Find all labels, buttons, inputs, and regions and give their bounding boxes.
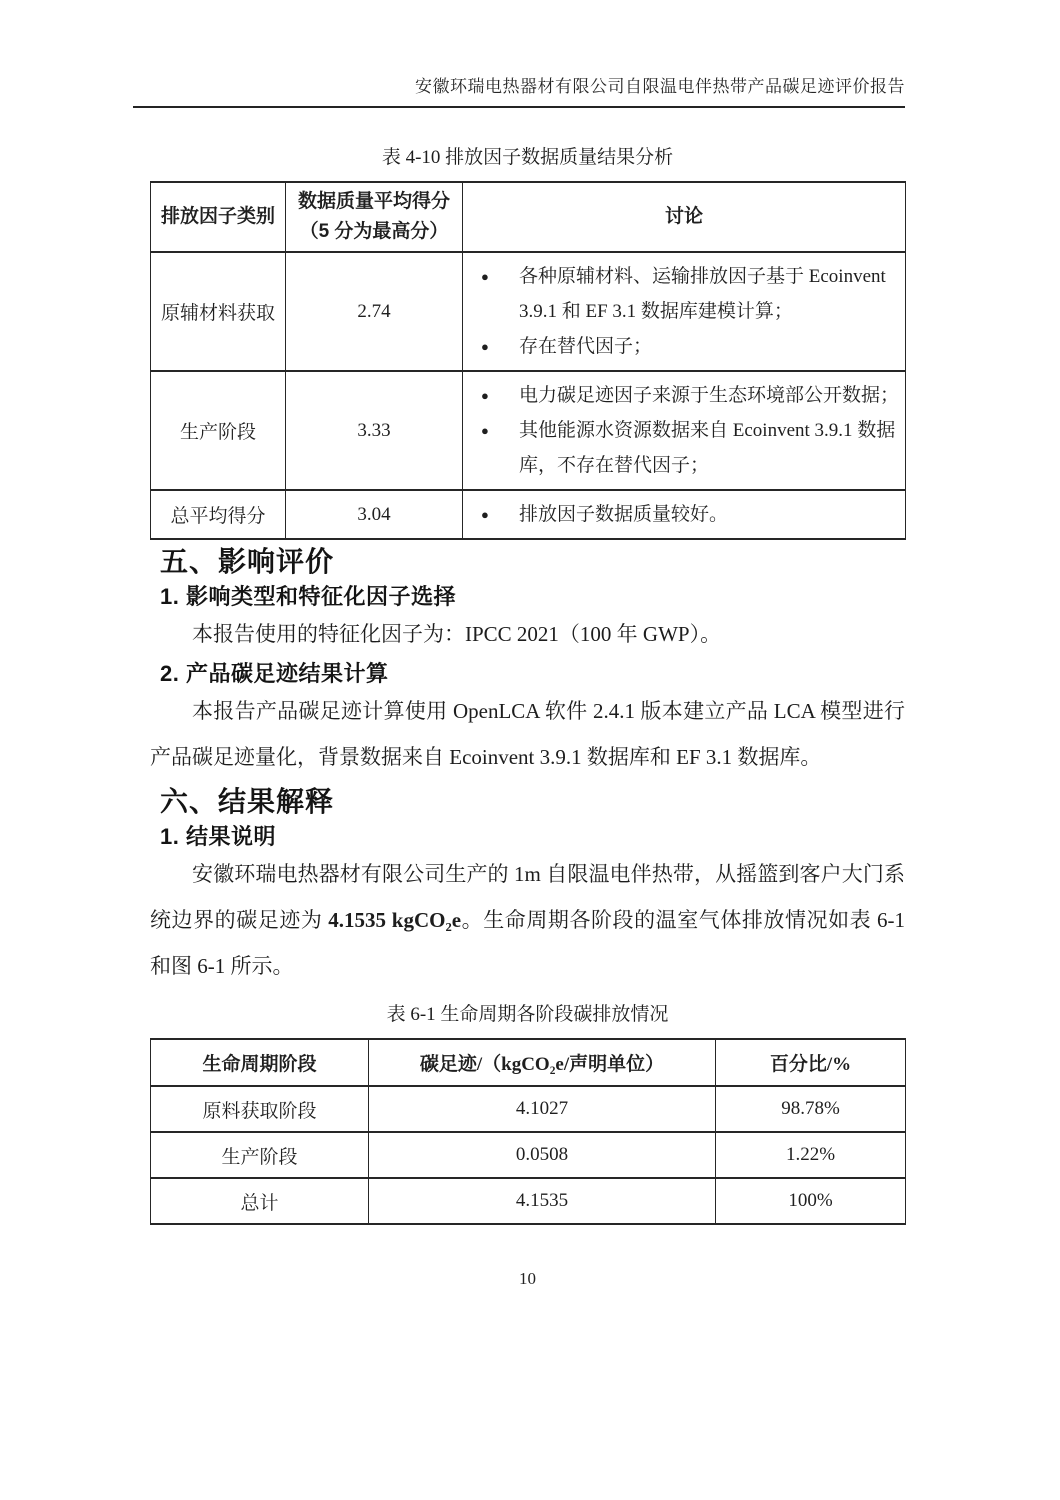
section-6-1-heading: 1. 结果说明 — [160, 824, 276, 849]
bullet-item: ● 各种原辅材料、运输排放因子基于 Ecoinvent 3.9.1 和 EF 3.1 数据库建模计算； — [467, 259, 901, 329]
bullet-item: ● 排放因子数据质量较好。 — [467, 497, 901, 532]
table-row — [151, 1086, 906, 1132]
bullet-list — [467, 257, 901, 366]
discussion-cell — [463, 252, 906, 371]
table-header-row — [151, 182, 906, 252]
section-5-2-paragraph: 本报告产品碳足迹计算使用 OpenLCA 软件 2.4.1 版本建立产品 LCA 模型进行产品碳足迹量化，背景数据来自 Ecoinvent 3.9.1 数据库和 EF 3.1 数据库。 — [150, 699, 905, 769]
table-row — [151, 371, 906, 490]
table-row — [151, 490, 906, 539]
column-header-discussion: 讨论 — [463, 182, 906, 252]
footprint-cell: 4.1027 — [369, 1086, 716, 1132]
stage-cell: 总计 — [151, 1178, 369, 1224]
bullet-item: ● 电力碳足迹因子来源于生态环境部公开数据； — [467, 378, 901, 413]
score-cell: 2.74 — [286, 252, 463, 371]
column-header-score: 数据质量平均得分 （5 分为最高分） — [286, 182, 463, 252]
percent-cell: 1.22% — [716, 1132, 906, 1178]
discussion-cell — [463, 371, 906, 490]
bullet-item: ● 存在替代因子； — [467, 329, 901, 364]
column-header-stage: 生命周期阶段 — [151, 1039, 369, 1086]
section-5-1-heading: 1. 影响类型和特征化因子选择 — [160, 584, 456, 609]
footprint-cell: 0.0508 — [369, 1132, 716, 1178]
section-5-heading: 五、影响评价 — [160, 546, 335, 577]
discussion-cell — [463, 490, 906, 539]
table-6-1-caption: 表 6-1 生命周期各阶段碳排放情况 — [386, 1004, 669, 1025]
section-6-heading: 六、结果解释 — [160, 786, 335, 817]
percent-cell: 100% — [716, 1178, 906, 1224]
score-cell: 3.33 — [286, 371, 463, 490]
score-cell: 3.04 — [286, 490, 463, 539]
carbon-footprint-value: 4.1535 kgCO₂e — [328, 908, 462, 932]
section-5-1-paragraph: 本报告使用的特征化因子为：IPCC 2021（100 年 GWP）。 — [192, 622, 722, 646]
bullet-list — [467, 376, 901, 485]
bullet-list — [467, 495, 901, 534]
result-text-after: 。生命周期各阶段的温室气体排放情况如表 6-1 和图 6-1 所示。 — [150, 908, 906, 978]
result-text-before: 安徽环瑞电热器材有限公司生产的 1m 自限温电伴热带，从摇篮到客户大门系统边界的碳足迹为 — [150, 862, 905, 932]
table-row — [151, 1132, 906, 1178]
bullet-item: ● 其他能源水资源数据来自 Ecoinvent 3.9.1 数据库，不存在替代因子； — [467, 413, 901, 483]
stage-cell: 生产阶段 — [151, 1132, 369, 1178]
footprint-cell: 4.1535 — [369, 1178, 716, 1224]
table-row — [151, 1178, 906, 1224]
column-header-category: 排放因子类别 — [151, 182, 286, 252]
table-4-10 — [150, 181, 906, 540]
page-number: 10 — [519, 1269, 536, 1288]
column-header-footprint: 碳足迹/（kgCO₂e/声明单位） — [369, 1039, 716, 1086]
table-header-row — [151, 1039, 906, 1086]
category-cell: 原辅材料获取 — [151, 252, 286, 371]
stage-cell: 原料获取阶段 — [151, 1086, 369, 1132]
table-4-10-caption: 表 4-10 排放因子数据质量结果分析 — [381, 147, 674, 168]
header-title: 安徽环瑞电热器材有限公司自限温电伴热带产品碳足迹评价报告 — [415, 77, 905, 96]
section-5-2-heading: 2. 产品碳足迹结果计算 — [160, 661, 389, 686]
column-header-percent: 百分比/% — [716, 1039, 906, 1086]
percent-cell: 98.78% — [716, 1086, 906, 1132]
category-cell: 总平均得分 — [151, 490, 286, 539]
table-6-1 — [150, 1038, 906, 1225]
page-header — [133, 72, 905, 108]
category-cell: 生产阶段 — [151, 371, 286, 490]
section-6-1-paragraph — [150, 851, 905, 989]
table-row — [151, 252, 906, 371]
